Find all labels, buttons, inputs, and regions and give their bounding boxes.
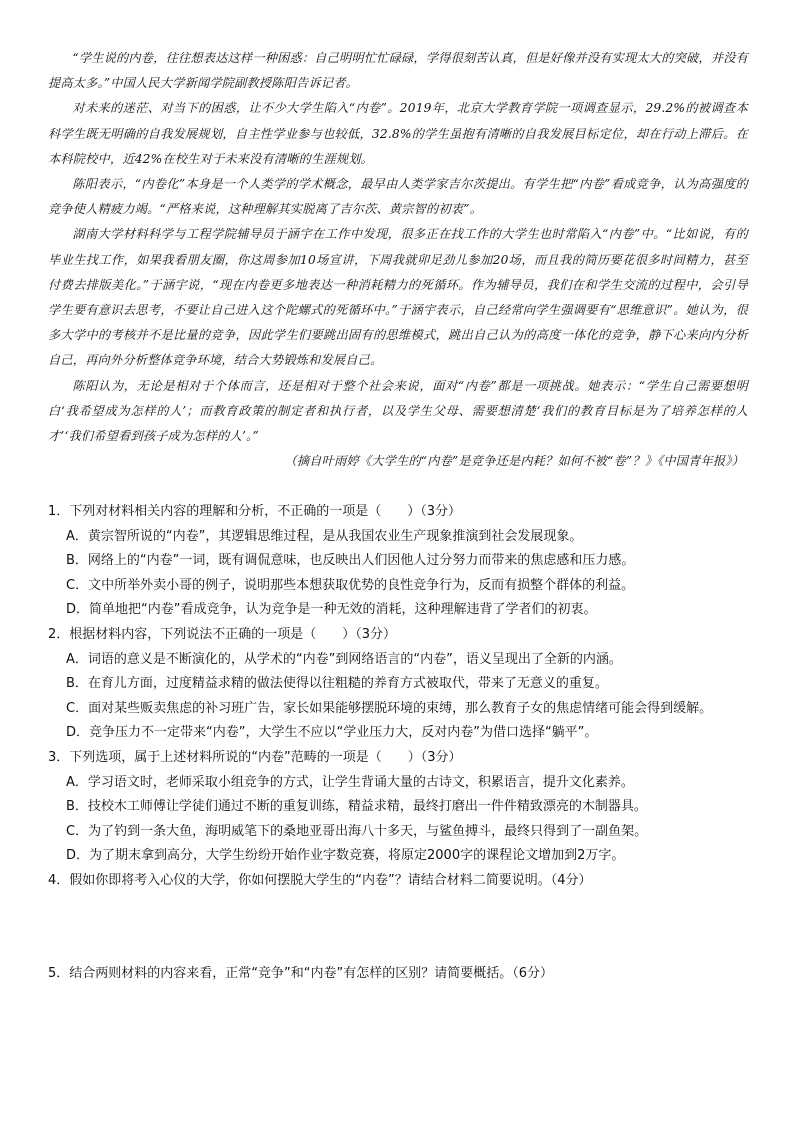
question-3-stem: 3．下列选项，属于上述材料所说的“内卷”范畴的一项是（ ）（3分） [48,749,462,765]
passage-paragraph: 陈阳表示，“内卷化”本身是一个人类学的学术概念，最早由人类学家吉尔茨提出。有学生把“内卷”看成竞争，认为高强度的竞争使人精疲力竭。“严格来说，这种理解其实脱离了吉尔茨、黄宗智的初衷”。 [48,177,748,217]
question-1-option-c: C．文中所举外卖小哥的例子，说明那些本想获取优势的良性竞争行为，反而有损整个群体的利益。 [66,577,635,593]
question-5-stem: 5．结合两则材料的内容来看，正常“竞争”和“内卷”有怎样的区别？请简要概括。（6分） [48,965,553,981]
passage-source: （摘自叶雨婷《大学生的“内卷”是竞争还是内耗？如何不被“卷”？》《中国青年报》） [284,454,744,469]
passage-paragraph: 对未来的迷茫、对当下的困惑，让不少大学生陷入“内卷”。2019年，北京大学教育学院一项调查显示，29.2%的被调查本科学生既无明确的自我发展规划，自主性学业参与也较低，32.8%的学生虽抱有清晰的自我发展目标定位，却在行动上滞后。在本科院校中，近42%在校生对于未来没有清晰的生涯规划。 [48,101,748,166]
question-1-option-b: B．网络上的“内卷”一词，既有调侃意味，也反映出人们因他人过分努力而带来的焦虑感和压力感。 [66,553,635,569]
question-3-option-b: B．技校木工师傅让学徒们通过不断的重复训练，精益求精，最终打磨出一件件精致漂亮的木制器具。 [66,799,647,815]
passage-paragraph: 陈阳认为，无论是相对于个体而言，还是相对于整个社会来说，面对“内卷”都是一项挑战。她表示：“学生自己需要想明白‘我希望成为怎样的人’；而教育政策的制定者和执行者，以及学生父母、需要想清楚‘我们的教育目标是为了培养怎样的人才’‘我们希望看到孩子成为怎样的人’。” [48,378,748,444]
question-3-option-c: C．为了钓到一条大鱼，海明威笔下的桑地亚哥出海八十多天，与鲨鱼搏斗，最终只得到了一副鱼架。 [66,823,648,839]
question-4-stem: 4．假如你即将考入心仪的大学，你如何摆脱大学生的“内卷”？请结合材料二简要说明。（4分） [48,872,592,888]
question-2-option-a: A．词语的意义是不断演化的，从学术的“内卷”到网络语言的“内卷”，语义呈现出了全新的内涵。 [66,651,622,667]
question-3-option-a: A．学习语文时，老师采取小组竞争的方式，让学生背诵大量的古诗文，积累语言，提升文化素养。 [66,774,634,790]
question-list [48,500,748,986]
question-2-option-d: D．竞争压力不一定带来“内卷”，大学生不应以“学业压力大，反对内卷”为借口选择“躺平”。 [66,725,598,741]
question-1-option-d: D．简单地把“内卷”看成竞争，认为竞争是一种无效的消耗，这种理解违背了学者们的初衷。 [66,602,597,618]
question-1-option-a: A．黄宗智所说的“内卷”，其逻辑思维过程，是从我国农业生产现象推演到社会发展现象。 [66,528,583,544]
question-2-option-b: B．在育儿方面，过度精益求精的做法使得以往粗糙的养育方式被取代，带来了无意义的重复。 [66,676,608,692]
answer-space [48,894,748,962]
question-1-stem: 1．下列对材料相关内容的理解和分析，不正确的一项是（ ）（3分） [48,504,462,519]
passage-paragraph: 湖南大学材料科学与工程学院辅导员于涵宇在工作中发现，很多正在找工作的大学生也时常陷入“内卷”中。“比如说，有的毕业生找工作，如果我看朋友圈，你这周参加10场宣讲，下周我就卯足劲儿参加20场，而且我的简历要花很多时间精力，甚至付费去排版美化。”于涵宇说，“现在内卷更多地表达一种消耗精力的死循环。作为辅导员，我们在和学生交流的过程中，会引导学生要有意识去思考，不要让自己进入这个陀螺式的死循环中。”于涵宇表示，自己经常向学生强调要有“思维意识”。她认为，很多大学中的考核并不是比量的竞争，因此学生们要跳出固有的思维模式，跳出自己认为的高度一体化的竞争，静下心来向内分析自己，再向外分析整体竞争环境，结合大势锻炼和发展自己。 [48,227,748,368]
passage-paragraph: “学生说的内卷，往往想表达这样一种困惑：自己明明忙忙碌碌，学得很刻苦认真，但是好像并没有实现太大的突破，并没有提高太多。”中国人民大学新闻学院副教授陈阳告诉记者。 [48,51,748,91]
question-2-stem: 2．根据材料内容，下列说法不正确的一项是（ ）（3分） [48,626,397,642]
question-3-option-d: D．为了期末拿到高分，大学生纷纷开始作业字数竞赛，将原定2000字的课程论文增加到2万字。 [66,848,625,864]
reading-passage [48,46,748,474]
question-2-option-c: C．面对某些贩卖焦虑的补习班广告，家长如果能够摆脱环境的束缚，那么教育子女的焦虑情绪可能会得到缓解。 [66,700,713,716]
